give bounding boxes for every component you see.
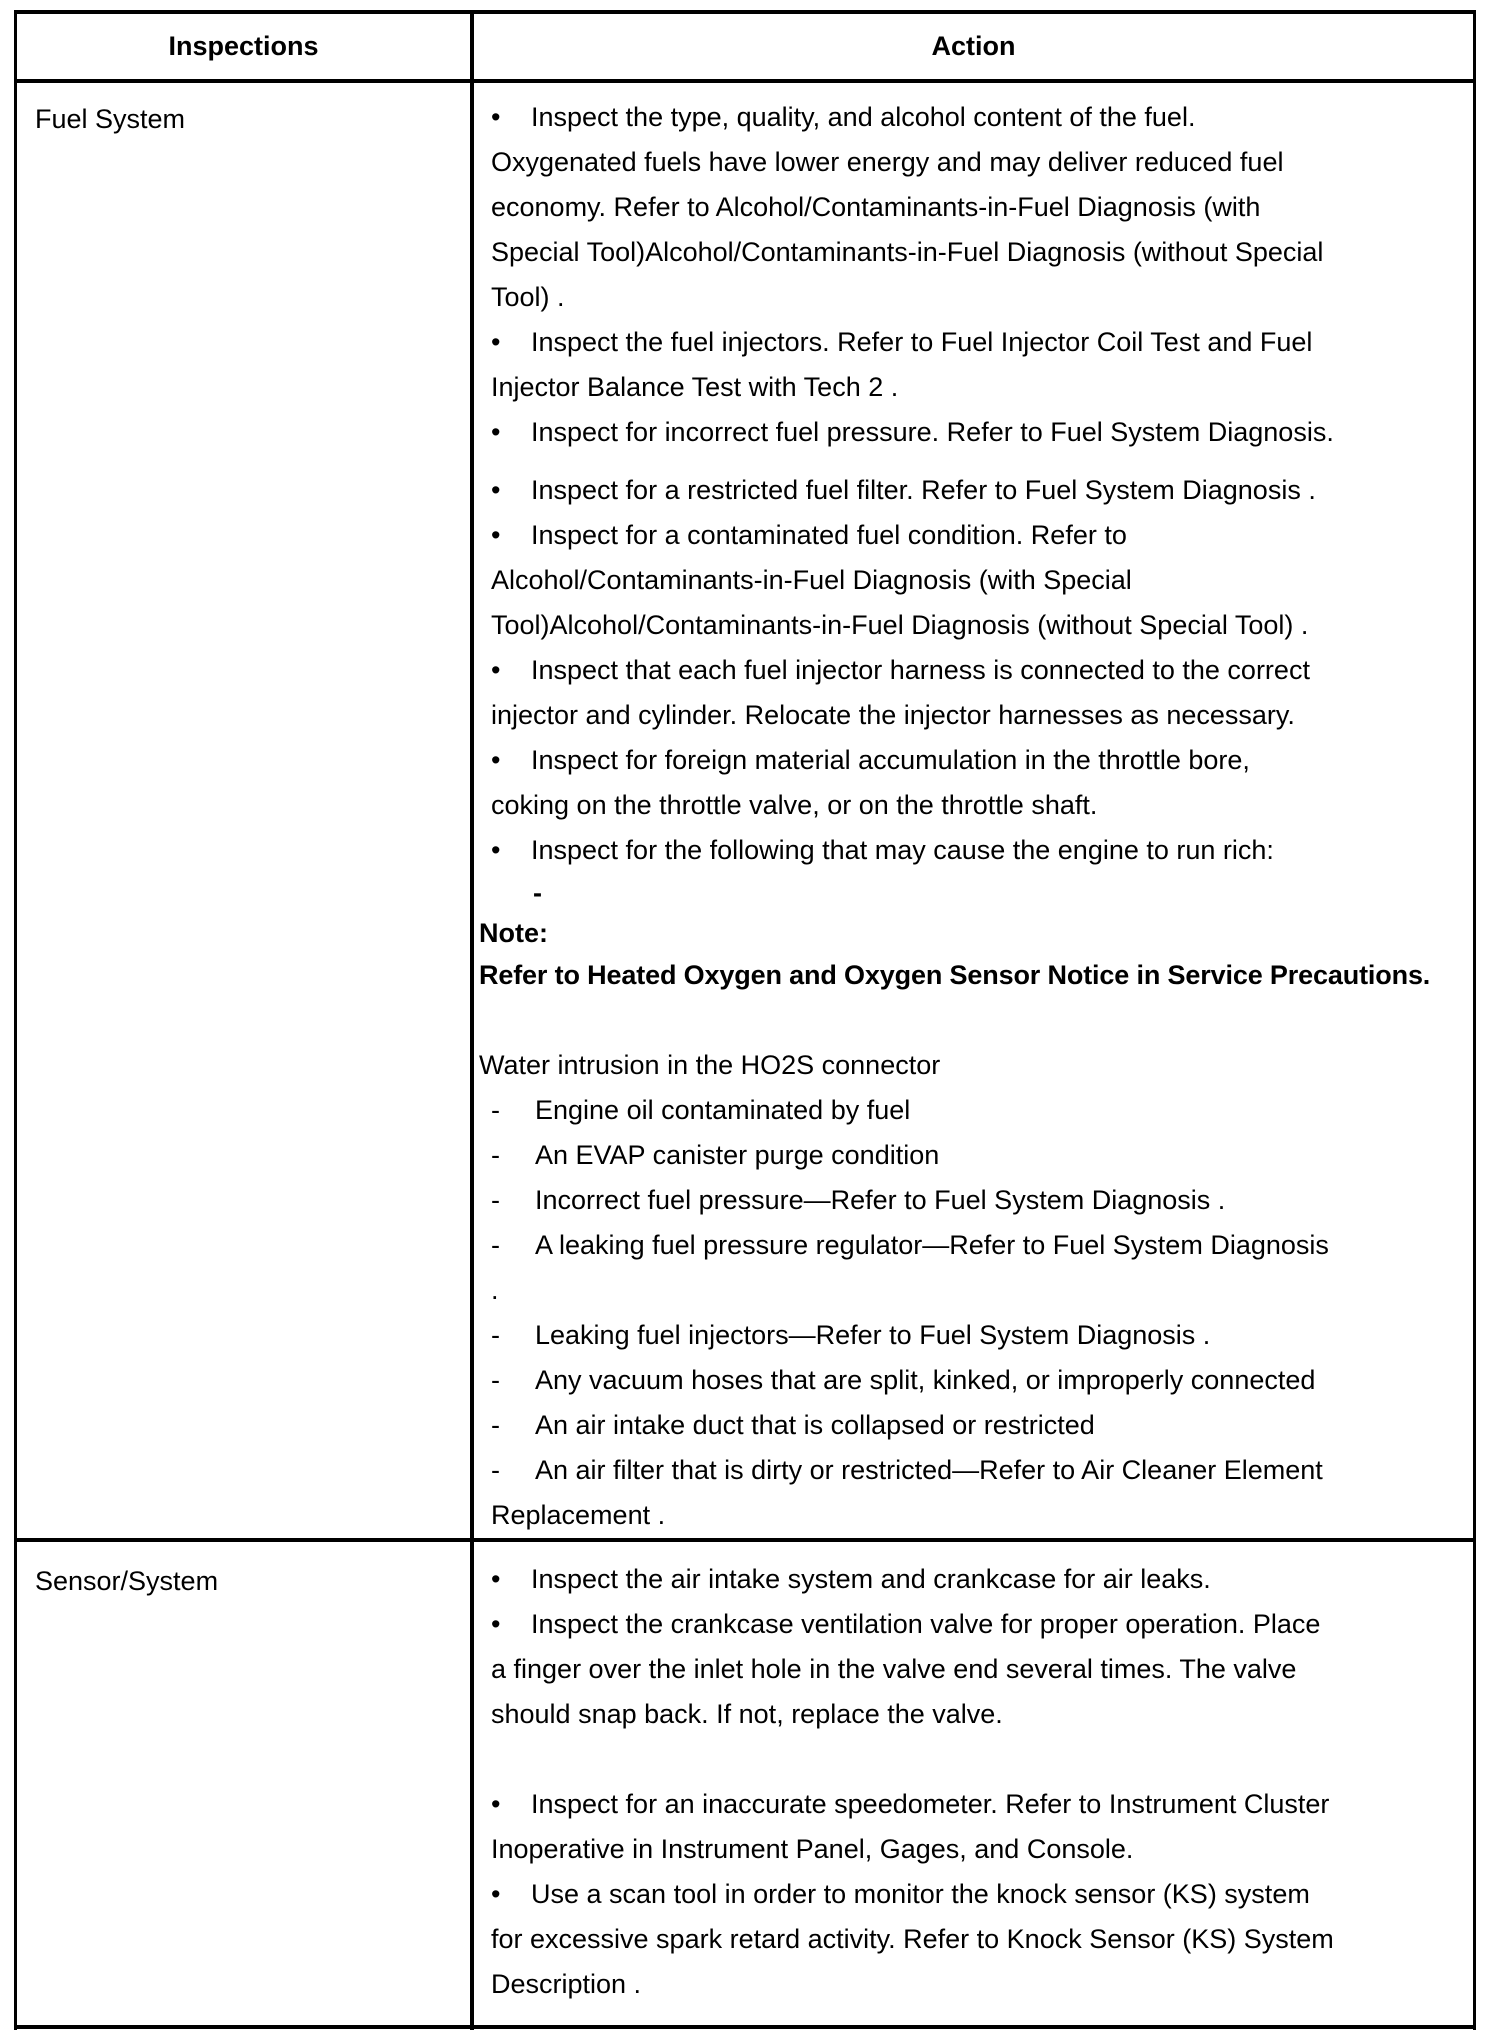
text-line: Oxygenated fuels have lower energy and may deliver reduced fuel bbox=[491, 147, 1284, 177]
table-divider-vertical bbox=[470, 10, 474, 2030]
sub-list-item: - Any vacuum hoses that are split, kinked, or improperly connected bbox=[491, 1365, 1316, 1395]
list-item: • Inspect for an inaccurate speedometer. Refer to Instrument Cluster bbox=[491, 1789, 1330, 1819]
sub-list-item: - An EVAP canister purge condition bbox=[491, 1140, 940, 1170]
text-line: Inoperative in Instrument Panel, Gages, and Console. bbox=[491, 1834, 1134, 1864]
sub-list-item: - An air filter that is dirty or restricted—Refer to Air Cleaner Element bbox=[491, 1455, 1323, 1485]
list-item: • Inspect the crankcase ventilation valve for proper operation. Place bbox=[491, 1609, 1321, 1639]
row-divider bbox=[14, 1538, 1476, 1542]
text-line: Water intrusion in the HO2S connector bbox=[479, 1050, 941, 1080]
text-line: coking on the throttle valve, or on the throttle shaft. bbox=[491, 790, 1098, 820]
header-divider bbox=[14, 79, 1476, 83]
text-line: Alcohol/Contaminants-in-Fuel Diagnosis (with Special bbox=[491, 565, 1132, 595]
table-border-left bbox=[14, 10, 17, 2030]
list-item: • Inspect the fuel injectors. Refer to Fuel Injector Coil Test and Fuel bbox=[491, 327, 1313, 357]
list-item: • Inspect that each fuel injector harness is connected to the correct bbox=[491, 655, 1310, 685]
text-line: . bbox=[491, 1275, 499, 1305]
header-inspections: Inspections bbox=[168, 31, 319, 61]
fuel-system-actions bbox=[479, 95, 1431, 1538]
header-action: Action bbox=[931, 31, 1016, 61]
sub-list-item: - Incorrect fuel pressure—Refer to Fuel System Diagnosis . bbox=[491, 1185, 1226, 1215]
list-item: • Inspect the type, quality, and alcohol content of the fuel. bbox=[491, 102, 1196, 132]
note-text: Refer to Heated Oxygen and Oxygen Sensor Notice in Service Precautions. bbox=[479, 960, 1431, 990]
text-line: injector and cylinder. Relocate the injector harnesses as necessary. bbox=[491, 700, 1295, 730]
text-line: economy. Refer to Alcohol/Contaminants-in-Fuel Diagnosis (with bbox=[491, 192, 1261, 222]
table-border-top bbox=[14, 10, 1476, 14]
list-item: • Use a scan tool in order to monitor the knock sensor (KS) system bbox=[491, 1879, 1310, 1909]
row-label-fuel-system: Fuel System bbox=[35, 104, 186, 134]
note-label: Note: bbox=[479, 918, 548, 948]
list-item: • Inspect the air intake system and crankcase for air leaks. bbox=[491, 1564, 1211, 1594]
text-line: should snap back. If not, replace the valve. bbox=[491, 1699, 1003, 1729]
text-line: for excessive spark retard activity. Refer to Knock Sensor (KS) System bbox=[491, 1924, 1334, 1954]
spacer bbox=[491, 998, 1430, 1043]
row-label-sensor-system: Sensor/System bbox=[35, 1566, 219, 1596]
text-line: Injector Balance Test with Tech 2 . bbox=[491, 372, 899, 402]
list-item: • Inspect for the following that may cause the engine to run rich: bbox=[491, 835, 1274, 865]
spacer bbox=[491, 1737, 1334, 1782]
text-line: Special Tool)Alcohol/Contaminants-in-Fuel Diagnosis (without Special bbox=[491, 237, 1324, 267]
sub-list-item: - A leaking fuel pressure regulator—Refer to Fuel System Diagnosis bbox=[491, 1230, 1329, 1260]
sub-list-item: - Leaking fuel injectors—Refer to Fuel System Diagnosis . bbox=[491, 1320, 1211, 1350]
sub-list-item: - Engine oil contaminated by fuel bbox=[491, 1095, 911, 1125]
text-line: Replacement . bbox=[491, 1500, 666, 1530]
sensor-system-actions bbox=[491, 1557, 1334, 2007]
list-item: • Inspect for a restricted fuel filter. Refer to Fuel System Diagnosis . bbox=[491, 475, 1316, 505]
sub-list-dash: - bbox=[533, 878, 542, 908]
list-item: • Inspect for a contaminated fuel condition. Refer to bbox=[491, 520, 1127, 550]
list-item: • Inspect for incorrect fuel pressure. Refer to Fuel System Diagnosis. bbox=[491, 417, 1334, 447]
text-line: Tool)Alcohol/Contaminants-in-Fuel Diagnosis (without Special Tool) . bbox=[491, 610, 1309, 640]
sub-list-item: - An air intake duct that is collapsed or restricted bbox=[491, 1410, 1095, 1440]
text-line: Tool) . bbox=[491, 282, 565, 312]
table-border-bottom bbox=[14, 2025, 1476, 2029]
text-line: Description . bbox=[491, 1969, 642, 1999]
table-border-right bbox=[1473, 10, 1476, 2030]
text-line: a finger over the inlet hole in the valve end several times. The valve bbox=[491, 1654, 1297, 1684]
list-item: • Inspect for foreign material accumulation in the throttle bore, bbox=[491, 745, 1250, 775]
